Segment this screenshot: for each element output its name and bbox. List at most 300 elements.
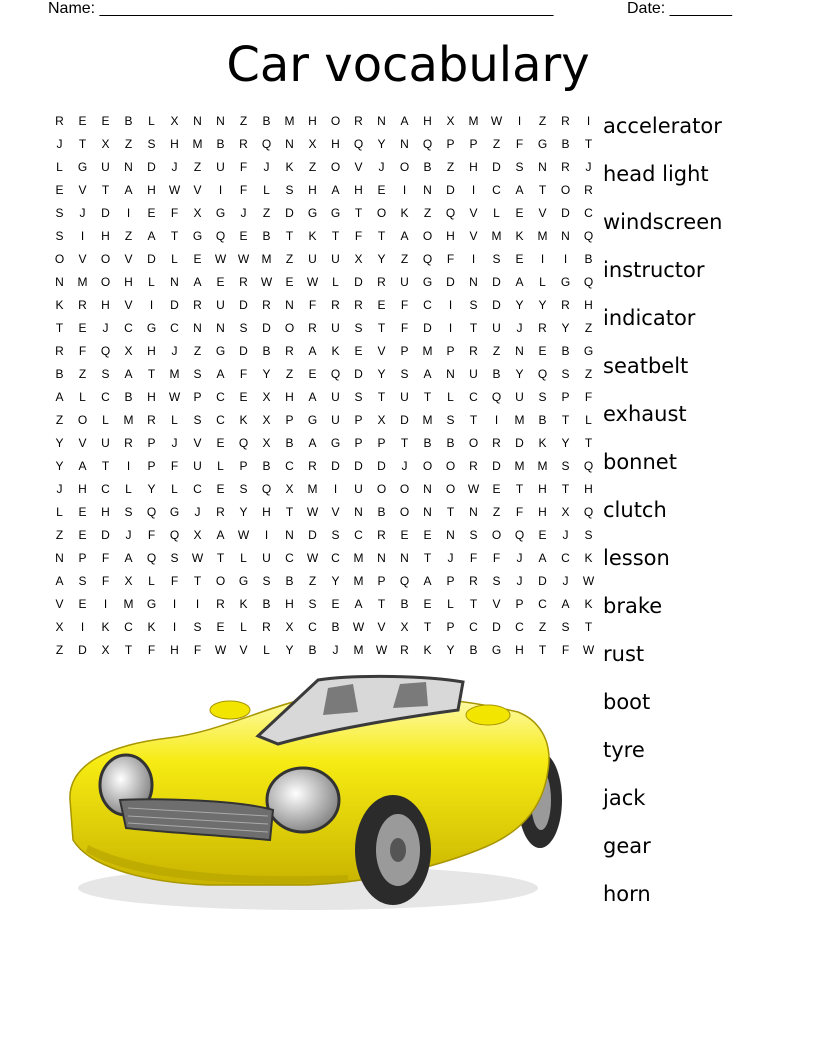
grid-letter[interactable]: T: [124, 643, 133, 657]
grid-letter[interactable]: D: [101, 206, 110, 220]
grid-letter[interactable]: H: [147, 344, 156, 358]
grid-letter[interactable]: D: [239, 298, 248, 312]
grid-letter[interactable]: U: [101, 436, 110, 450]
grid-letter[interactable]: H: [331, 137, 340, 151]
grid-letter[interactable]: I: [494, 413, 499, 427]
grid-letter[interactable]: R: [308, 321, 317, 335]
grid-letter[interactable]: V: [538, 206, 547, 220]
grid-letter[interactable]: V: [124, 298, 133, 312]
grid-letter[interactable]: Y: [515, 298, 524, 312]
grid-letter[interactable]: M: [353, 643, 364, 657]
grid-letter[interactable]: I: [80, 620, 85, 634]
grid-letter[interactable]: X: [170, 114, 179, 128]
grid-letter[interactable]: L: [585, 413, 592, 427]
grid-letter[interactable]: U: [400, 275, 409, 289]
grid-letter[interactable]: Y: [55, 459, 64, 473]
grid-letter[interactable]: J: [378, 160, 385, 174]
grid-letter[interactable]: N: [285, 528, 294, 542]
grid-letter[interactable]: T: [584, 620, 593, 634]
grid-letter[interactable]: N: [354, 505, 363, 519]
grid-letter[interactable]: S: [262, 574, 271, 588]
grid-letter[interactable]: C: [193, 482, 202, 496]
grid-letter[interactable]: H: [308, 183, 317, 197]
grid-letter[interactable]: J: [562, 528, 569, 542]
grid-letter[interactable]: D: [538, 574, 547, 588]
grid-letter[interactable]: Q: [583, 505, 594, 519]
grid-letter[interactable]: N: [55, 275, 64, 289]
grid-letter[interactable]: E: [492, 482, 501, 496]
grid-letter[interactable]: T: [170, 229, 179, 243]
grid-letter[interactable]: W: [237, 252, 250, 266]
grid-letter[interactable]: P: [400, 344, 409, 358]
grid-letter[interactable]: Z: [492, 344, 501, 358]
grid-letter[interactable]: Y: [561, 321, 570, 335]
grid-letter[interactable]: T: [216, 551, 225, 565]
grid-letter[interactable]: E: [101, 114, 110, 128]
grid-letter[interactable]: K: [101, 620, 110, 634]
grid-letter[interactable]: S: [561, 367, 570, 381]
grid-letter[interactable]: M: [353, 551, 364, 565]
grid-letter[interactable]: X: [354, 252, 363, 266]
grid-letter[interactable]: G: [537, 137, 548, 151]
grid-letter[interactable]: B: [55, 367, 64, 381]
grid-letter[interactable]: E: [538, 528, 547, 542]
grid-letter[interactable]: W: [214, 252, 227, 266]
grid-letter[interactable]: V: [331, 505, 340, 519]
grid-letter[interactable]: H: [446, 229, 455, 243]
grid-letter[interactable]: Z: [492, 137, 501, 151]
grid-letter[interactable]: S: [538, 390, 547, 404]
grid-letter[interactable]: H: [538, 482, 547, 496]
grid-letter[interactable]: L: [148, 114, 155, 128]
grid-letter[interactable]: Q: [583, 229, 594, 243]
grid-letter[interactable]: F: [308, 298, 317, 312]
grid-letter[interactable]: G: [77, 160, 88, 174]
grid-letter[interactable]: X: [262, 413, 271, 427]
grid-letter[interactable]: M: [353, 574, 364, 588]
grid-letter[interactable]: I: [126, 206, 131, 220]
grid-letter[interactable]: G: [215, 344, 226, 358]
grid-letter[interactable]: P: [147, 459, 156, 473]
grid-letter[interactable]: O: [100, 252, 111, 266]
grid-letter[interactable]: Q: [445, 206, 456, 220]
grid-letter[interactable]: O: [399, 160, 410, 174]
grid-letter[interactable]: C: [216, 390, 225, 404]
grid-letter[interactable]: H: [308, 114, 317, 128]
grid-letter[interactable]: G: [169, 505, 180, 519]
grid-letter[interactable]: H: [584, 298, 593, 312]
grid-letter[interactable]: B: [262, 344, 271, 358]
grid-letter[interactable]: B: [124, 390, 133, 404]
grid-letter[interactable]: P: [515, 597, 524, 611]
grid-letter[interactable]: C: [584, 206, 593, 220]
grid-letter[interactable]: S: [515, 160, 524, 174]
grid-letter[interactable]: Q: [146, 505, 157, 519]
grid-letter[interactable]: Y: [538, 298, 547, 312]
grid-letter[interactable]: D: [308, 528, 317, 542]
grid-letter[interactable]: C: [124, 620, 133, 634]
grid-letter[interactable]: Y: [262, 367, 271, 381]
grid-letter[interactable]: M: [123, 413, 134, 427]
grid-letter[interactable]: K: [308, 229, 317, 243]
grid-letter[interactable]: A: [561, 597, 570, 611]
grid-letter[interactable]: M: [514, 413, 525, 427]
grid-letter[interactable]: H: [262, 505, 271, 519]
grid-letter[interactable]: B: [285, 436, 294, 450]
grid-letter[interactable]: D: [101, 528, 110, 542]
grid-letter[interactable]: S: [469, 298, 478, 312]
grid-letter[interactable]: Q: [330, 367, 341, 381]
grid-letter[interactable]: Z: [492, 505, 501, 519]
grid-letter[interactable]: N: [538, 160, 547, 174]
grid-letter[interactable]: F: [147, 528, 156, 542]
grid-letter[interactable]: T: [377, 321, 386, 335]
grid-letter[interactable]: N: [561, 229, 570, 243]
grid-letter[interactable]: Q: [261, 482, 272, 496]
grid-letter[interactable]: R: [331, 298, 340, 312]
grid-letter[interactable]: I: [218, 183, 223, 197]
grid-letter[interactable]: J: [516, 574, 523, 588]
grid-letter[interactable]: V: [377, 344, 386, 358]
grid-letter[interactable]: J: [56, 482, 63, 496]
grid-letter[interactable]: L: [263, 643, 270, 657]
grid-letter[interactable]: A: [308, 390, 317, 404]
grid-letter[interactable]: E: [423, 528, 432, 542]
grid-letter[interactable]: P: [354, 436, 363, 450]
grid-letter[interactable]: N: [170, 275, 179, 289]
grid-letter[interactable]: R: [78, 298, 87, 312]
grid-letter[interactable]: T: [354, 206, 363, 220]
grid-letter[interactable]: D: [147, 252, 156, 266]
grid-letter[interactable]: O: [100, 275, 111, 289]
grid-letter[interactable]: A: [216, 528, 225, 542]
grid-letter[interactable]: Z: [193, 344, 202, 358]
grid-letter[interactable]: X: [400, 620, 409, 634]
grid-letter[interactable]: O: [445, 459, 456, 473]
grid-letter[interactable]: L: [148, 574, 155, 588]
grid-letter[interactable]: C: [308, 620, 317, 634]
grid-letter[interactable]: Y: [55, 436, 64, 450]
grid-letter[interactable]: W: [168, 183, 181, 197]
grid-letter[interactable]: C: [101, 482, 110, 496]
grid-letter[interactable]: B: [423, 436, 432, 450]
grid-letter[interactable]: I: [563, 252, 568, 266]
grid-letter[interactable]: E: [377, 183, 386, 197]
grid-letter[interactable]: F: [492, 551, 501, 565]
grid-letter[interactable]: P: [285, 413, 294, 427]
grid-letter[interactable]: T: [101, 183, 110, 197]
grid-letter[interactable]: A: [400, 229, 409, 243]
grid-letter[interactable]: R: [55, 344, 64, 358]
grid-letter[interactable]: Z: [584, 321, 593, 335]
grid-letter[interactable]: X: [561, 505, 570, 519]
grid-letter[interactable]: D: [331, 459, 340, 473]
grid-letter[interactable]: S: [331, 528, 340, 542]
grid-letter[interactable]: Q: [100, 344, 111, 358]
grid-letter[interactable]: X: [193, 206, 202, 220]
grid-letter[interactable]: D: [262, 321, 271, 335]
grid-letter[interactable]: X: [193, 528, 202, 542]
grid-letter[interactable]: V: [55, 597, 64, 611]
grid-letter[interactable]: V: [377, 620, 386, 634]
grid-letter[interactable]: B: [124, 114, 133, 128]
grid-letter[interactable]: S: [170, 551, 179, 565]
grid-letter[interactable]: E: [331, 597, 340, 611]
grid-letter[interactable]: P: [446, 574, 455, 588]
grid-letter[interactable]: U: [216, 160, 225, 174]
grid-letter[interactable]: C: [285, 551, 294, 565]
grid-letter[interactable]: C: [515, 620, 524, 634]
grid-letter[interactable]: J: [171, 436, 178, 450]
grid-letter[interactable]: Z: [308, 574, 317, 588]
grid-letter[interactable]: P: [446, 620, 455, 634]
grid-letter[interactable]: A: [331, 183, 340, 197]
grid-letter[interactable]: B: [262, 459, 271, 473]
grid-letter[interactable]: N: [193, 114, 202, 128]
grid-letter[interactable]: R: [285, 344, 294, 358]
grid-letter[interactable]: N: [285, 298, 294, 312]
grid-letter[interactable]: W: [306, 505, 319, 519]
grid-letter[interactable]: P: [561, 390, 570, 404]
grid-letter[interactable]: N: [515, 344, 524, 358]
grid-letter[interactable]: G: [192, 229, 203, 243]
grid-letter[interactable]: N: [423, 183, 432, 197]
grid-letter[interactable]: M: [491, 229, 502, 243]
grid-letter[interactable]: X: [285, 482, 294, 496]
grid-letter[interactable]: N: [446, 528, 455, 542]
grid-letter[interactable]: W: [306, 275, 319, 289]
grid-letter[interactable]: X: [101, 643, 110, 657]
grid-letter[interactable]: E: [538, 344, 547, 358]
grid-letter[interactable]: I: [103, 597, 108, 611]
grid-letter[interactable]: U: [216, 298, 225, 312]
grid-letter[interactable]: R: [469, 574, 478, 588]
grid-letter[interactable]: E: [239, 390, 248, 404]
grid-letter[interactable]: O: [399, 505, 410, 519]
grid-letter[interactable]: T: [538, 183, 547, 197]
grid-letter[interactable]: L: [56, 160, 63, 174]
grid-letter[interactable]: T: [469, 413, 478, 427]
grid-letter[interactable]: V: [354, 160, 363, 174]
grid-letter[interactable]: P: [377, 436, 386, 450]
grid-letter[interactable]: U: [492, 321, 501, 335]
grid-letter[interactable]: X: [262, 436, 271, 450]
grid-letter[interactable]: P: [193, 390, 202, 404]
grid-letter[interactable]: C: [538, 597, 547, 611]
grid-letter[interactable]: U: [354, 482, 363, 496]
grid-letter[interactable]: F: [354, 229, 363, 243]
grid-letter[interactable]: Q: [353, 137, 364, 151]
grid-letter[interactable]: U: [331, 321, 340, 335]
grid-letter[interactable]: Y: [147, 482, 156, 496]
grid-letter[interactable]: J: [332, 643, 339, 657]
grid-letter[interactable]: F: [561, 643, 570, 657]
grid-letter[interactable]: F: [469, 551, 478, 565]
grid-letter[interactable]: H: [354, 183, 363, 197]
grid-letter[interactable]: O: [77, 413, 88, 427]
grid-letter[interactable]: M: [422, 413, 433, 427]
grid-letter[interactable]: J: [585, 160, 592, 174]
grid-letter[interactable]: A: [147, 229, 156, 243]
grid-letter[interactable]: L: [125, 482, 132, 496]
grid-letter[interactable]: A: [124, 183, 133, 197]
grid-letter[interactable]: S: [78, 574, 87, 588]
grid-letter[interactable]: H: [147, 183, 156, 197]
grid-letter[interactable]: L: [56, 505, 63, 519]
grid-letter[interactable]: D: [354, 367, 363, 381]
grid-letter[interactable]: D: [170, 298, 179, 312]
grid-letter[interactable]: J: [263, 160, 270, 174]
grid-letter[interactable]: E: [400, 528, 409, 542]
date-field[interactable]: Date: _______: [627, 0, 732, 17]
grid-letter[interactable]: P: [377, 574, 386, 588]
grid-letter[interactable]: S: [193, 367, 202, 381]
grid-letter[interactable]: Q: [491, 390, 502, 404]
grid-letter[interactable]: D: [446, 183, 455, 197]
grid-letter[interactable]: B: [561, 137, 570, 151]
grid-letter[interactable]: F: [400, 298, 409, 312]
grid-letter[interactable]: I: [80, 229, 85, 243]
grid-letter[interactable]: I: [333, 482, 338, 496]
grid-letter[interactable]: J: [401, 459, 408, 473]
grid-letter[interactable]: T: [147, 367, 156, 381]
grid-letter[interactable]: R: [124, 436, 133, 450]
grid-letter[interactable]: H: [285, 390, 294, 404]
grid-letter[interactable]: B: [377, 505, 386, 519]
grid-letter[interactable]: G: [307, 206, 318, 220]
grid-letter[interactable]: R: [216, 597, 225, 611]
grid-letter[interactable]: G: [422, 275, 433, 289]
grid-letter[interactable]: R: [561, 160, 570, 174]
grid-letter[interactable]: R: [193, 298, 202, 312]
grid-letter[interactable]: M: [169, 367, 180, 381]
grid-letter[interactable]: Y: [377, 367, 386, 381]
grid-letter[interactable]: Z: [78, 367, 87, 381]
grid-letter[interactable]: T: [469, 597, 478, 611]
grid-letter[interactable]: C: [331, 551, 340, 565]
grid-letter[interactable]: R: [216, 505, 225, 519]
grid-letter[interactable]: D: [354, 459, 363, 473]
grid-letter[interactable]: Z: [55, 528, 64, 542]
grid-letter[interactable]: E: [423, 597, 432, 611]
grid-letter[interactable]: U: [515, 390, 524, 404]
grid-letter[interactable]: J: [447, 551, 454, 565]
grid-letter[interactable]: K: [584, 597, 593, 611]
grid-letter[interactable]: I: [149, 298, 154, 312]
grid-letter[interactable]: Q: [514, 528, 525, 542]
grid-letter[interactable]: D: [147, 160, 156, 174]
grid-letter[interactable]: G: [491, 643, 502, 657]
grid-letter[interactable]: E: [308, 367, 317, 381]
grid-letter[interactable]: F: [170, 574, 179, 588]
grid-letter[interactable]: F: [193, 643, 202, 657]
grid-letter[interactable]: R: [55, 114, 64, 128]
grid-letter[interactable]: V: [193, 436, 202, 450]
grid-letter[interactable]: Q: [583, 459, 594, 473]
grid-letter[interactable]: F: [515, 505, 524, 519]
grid-letter[interactable]: Y: [285, 643, 294, 657]
grid-letter[interactable]: A: [515, 275, 524, 289]
grid-letter[interactable]: T: [377, 390, 386, 404]
grid-letter[interactable]: N: [55, 551, 64, 565]
grid-letter[interactable]: I: [448, 298, 453, 312]
grid-letter[interactable]: E: [78, 528, 87, 542]
grid-letter[interactable]: R: [239, 137, 248, 151]
grid-letter[interactable]: C: [354, 528, 363, 542]
grid-letter[interactable]: Z: [285, 367, 294, 381]
grid-letter[interactable]: L: [240, 620, 247, 634]
grid-letter[interactable]: T: [469, 321, 478, 335]
grid-letter[interactable]: R: [538, 321, 547, 335]
grid-letter[interactable]: A: [124, 367, 133, 381]
grid-letter[interactable]: H: [170, 643, 179, 657]
grid-letter[interactable]: K: [538, 436, 547, 450]
grid-letter[interactable]: E: [354, 344, 363, 358]
grid-letter[interactable]: L: [263, 183, 270, 197]
grid-letter[interactable]: T: [515, 482, 524, 496]
grid-letter[interactable]: S: [446, 413, 455, 427]
grid-letter[interactable]: R: [584, 183, 593, 197]
grid-letter[interactable]: Z: [446, 160, 455, 174]
grid-letter[interactable]: X: [446, 114, 455, 128]
grid-letter[interactable]: F: [147, 643, 156, 657]
grid-letter[interactable]: F: [446, 252, 455, 266]
grid-letter[interactable]: S: [584, 528, 593, 542]
grid-letter[interactable]: N: [446, 367, 455, 381]
grid-letter[interactable]: J: [125, 528, 132, 542]
grid-letter[interactable]: X: [262, 390, 271, 404]
grid-letter[interactable]: K: [55, 298, 64, 312]
grid-letter[interactable]: N: [400, 551, 409, 565]
grid-letter[interactable]: Z: [55, 643, 64, 657]
grid-letter[interactable]: J: [171, 344, 178, 358]
grid-letter[interactable]: F: [101, 551, 110, 565]
grid-letter[interactable]: Z: [124, 229, 133, 243]
grid-letter[interactable]: P: [147, 436, 156, 450]
grid-letter[interactable]: L: [493, 206, 500, 220]
grid-letter[interactable]: E: [216, 620, 225, 634]
grid-letter[interactable]: E: [78, 321, 87, 335]
grid-letter[interactable]: Q: [583, 275, 594, 289]
grid-letter[interactable]: B: [423, 160, 432, 174]
grid-letter[interactable]: Y: [561, 436, 570, 450]
grid-letter[interactable]: O: [445, 482, 456, 496]
grid-letter[interactable]: T: [423, 620, 432, 634]
grid-letter[interactable]: W: [214, 643, 227, 657]
grid-letter[interactable]: M: [537, 229, 548, 243]
grid-letter[interactable]: M: [192, 137, 203, 151]
grid-letter[interactable]: V: [469, 206, 478, 220]
grid-letter[interactable]: R: [377, 275, 386, 289]
grid-letter[interactable]: L: [171, 413, 178, 427]
grid-letter[interactable]: M: [123, 597, 134, 611]
grid-letter[interactable]: O: [560, 183, 571, 197]
grid-letter[interactable]: O: [491, 528, 502, 542]
grid-letter[interactable]: F: [170, 459, 179, 473]
grid-letter[interactable]: D: [492, 298, 501, 312]
grid-letter[interactable]: J: [79, 206, 86, 220]
grid-letter[interactable]: U: [193, 459, 202, 473]
grid-letter[interactable]: O: [376, 206, 387, 220]
grid-letter[interactable]: N: [377, 114, 386, 128]
grid-letter[interactable]: Q: [215, 229, 226, 243]
grid-letter[interactable]: W: [260, 275, 273, 289]
grid-letter[interactable]: T: [584, 137, 593, 151]
grid-letter[interactable]: O: [376, 482, 387, 496]
grid-letter[interactable]: B: [262, 229, 271, 243]
grid-letter[interactable]: B: [331, 620, 340, 634]
grid-letter[interactable]: A: [515, 183, 524, 197]
